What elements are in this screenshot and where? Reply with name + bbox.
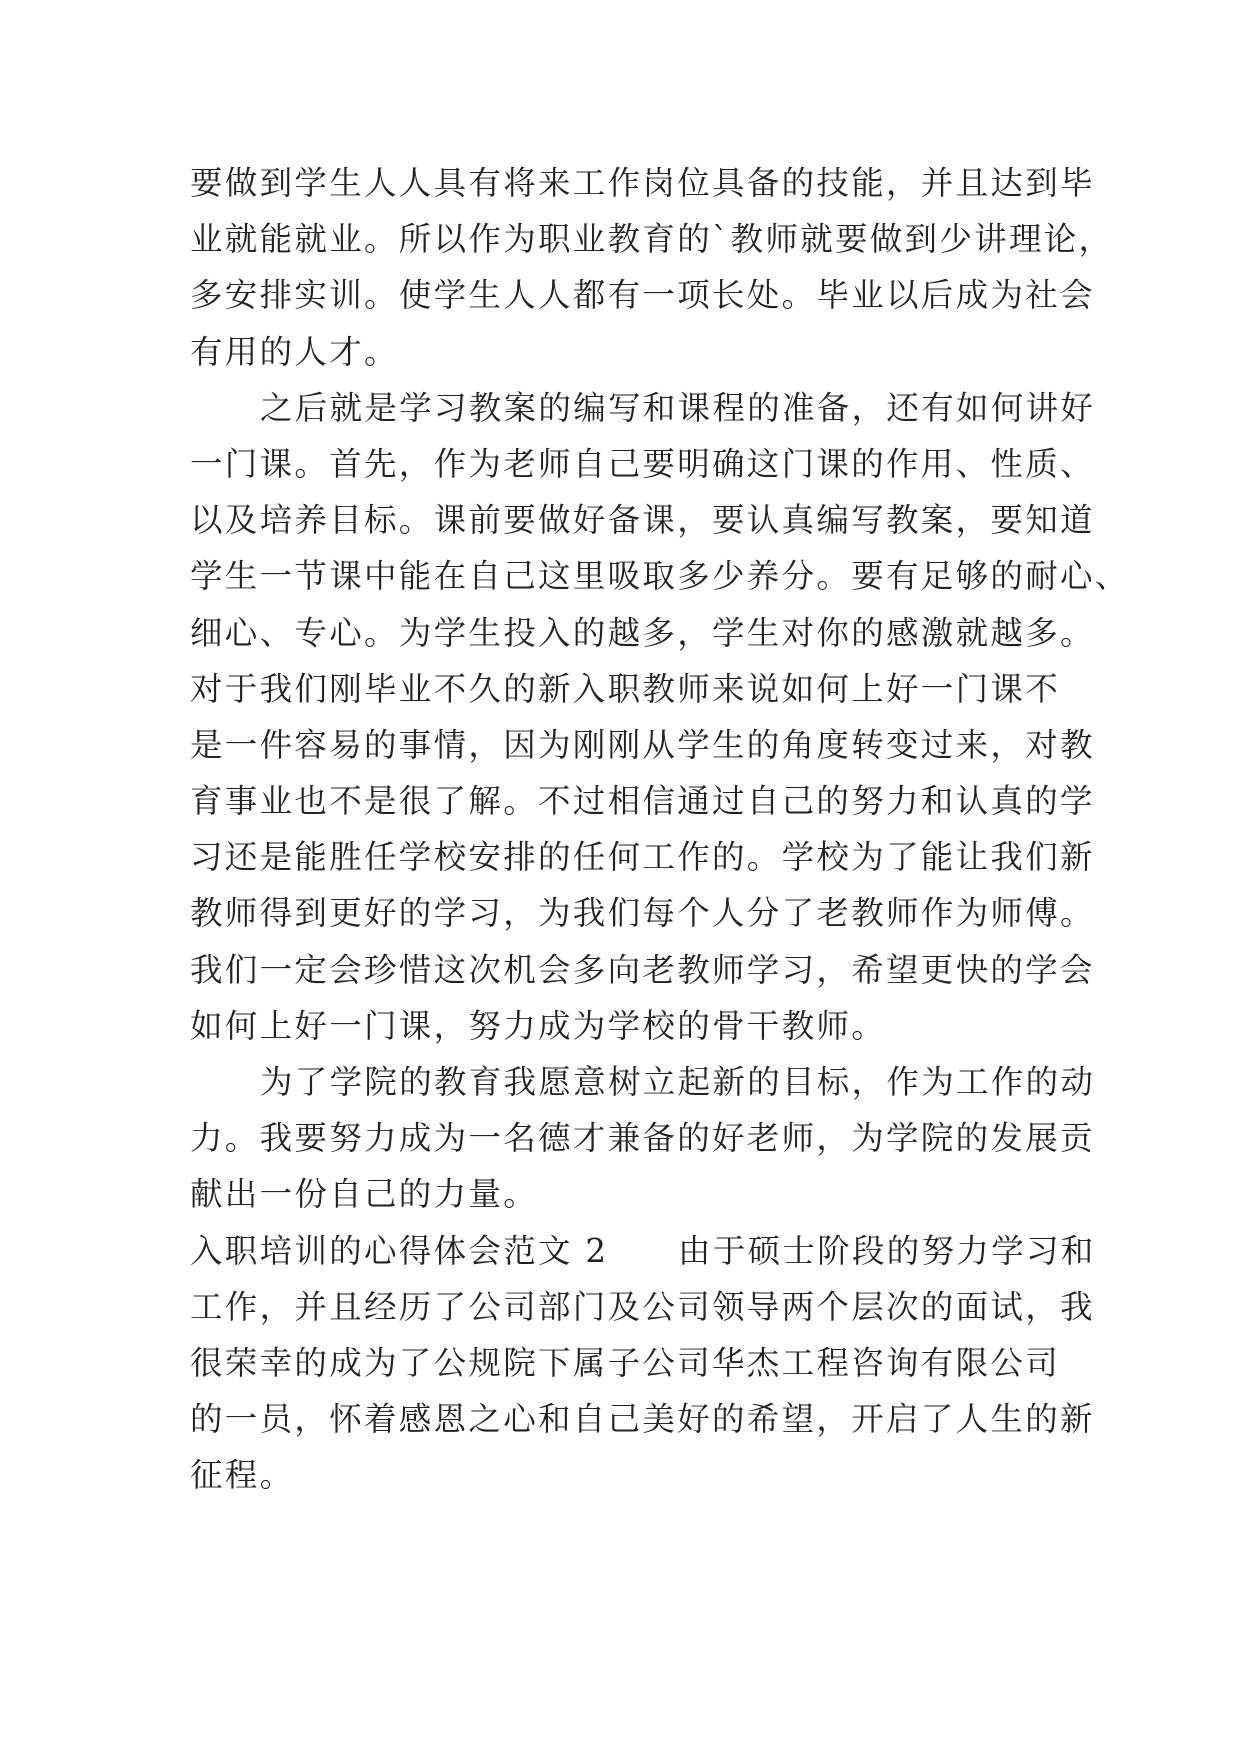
paragraph-first-line: 为了学院的教育我愿意树立起新的目标，作为工作的动 (260, 1063, 1096, 1101)
text-line: 力。我要努力成为一名德才兼备的好老师，为学院的发展贡 (190, 1119, 1095, 1158)
text-line: 的一员，怀着感恩之心和自己美好的希望，开启了人生的新 (190, 1400, 1095, 1439)
text-line: 对于我们刚毕业不久的新入职教师来说如何上好一门课不 (190, 669, 1061, 708)
text-line: 以及培养目标。课前要做好备课，要认真编写教案，要知道 (190, 501, 1095, 540)
text-line: 有用的人才。 (190, 332, 399, 371)
paragraph-first-line: 之后就是学习教案的编写和课程的准备，还有如何讲好 (260, 388, 1096, 427)
text-line: 征程。 (190, 1456, 295, 1495)
text-line: 多安排实训。使学生人人都有一项长处。毕业以后成为社会 (190, 276, 1095, 315)
text-line: 是一件容易的事情，因为刚刚从学生的角度转变过来，对教 (190, 725, 1095, 764)
text-line: 很荣幸的成为了公规院下属子公司华杰工程咨询有限公司 (190, 1343, 1061, 1382)
text-line: 业就能就业。所以作为职业教育的`教师就要做到少讲理论， (190, 220, 1114, 259)
text-line: 习还是能胜任学校安排的任何工作的。学校为了能让我们新 (190, 838, 1095, 877)
text-line: 如何上好一门课，努力成为学校的骨干教师。 (190, 1006, 887, 1045)
text-line: 要做到学生人人具有将来工作岗位具备的技能，并且达到毕 (190, 164, 1095, 202)
text-line: 我们一定会珍惜这次机会多向老教师学习，希望更快的学会 (190, 950, 1095, 989)
text-line: 细心、专心。为学生投入的越多，学生对你的感激就越多。 (190, 613, 1095, 652)
text-line: 育事业也不是很了解。不过相信通过自己的努力和认真的学 (190, 782, 1095, 821)
section-heading-line: 入职培训的心得体会范文 2 由于硕士阶段的努力学习和 (190, 1231, 1096, 1270)
text-line: 教师得到更好的学习，为我们每个人分了老教师作为师傅。 (190, 894, 1095, 933)
text-line: 学生一节课中能在自己这里吸取多少养分。要有足够的耐心、 (190, 557, 1130, 596)
document-body-text (190, 155, 1130, 1504)
text-line: 一门课。首先，作为老师自己要明确这门课的作用、性质、 (190, 444, 1095, 483)
text-line: 献出一份自己的力量。 (190, 1175, 539, 1214)
text-line: 工作，并且经历了公司部门及公司领导两个层次的面试，我 (190, 1287, 1095, 1326)
